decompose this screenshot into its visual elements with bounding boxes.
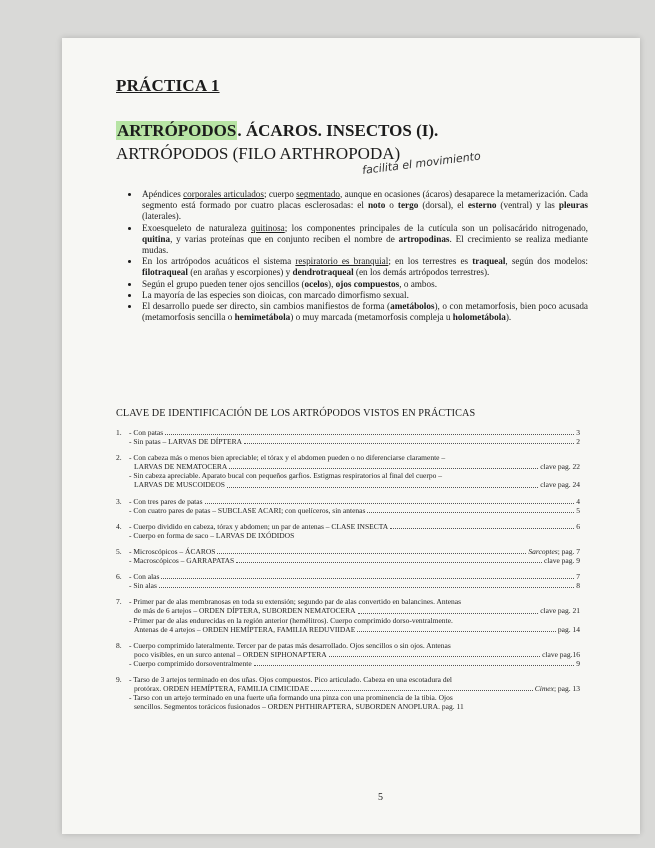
key-option: - Cuerpo comprimido dorsoventralmente 9	[129, 658, 580, 668]
identification-key	[116, 428, 580, 718]
bullet-development: • El desarrollo puede ser directo, sin cambios manifiestos de forma (ametábolos), o con metamorfosis, bien poco acusada (metamorfosis sencilla o hemimetábola) o muy marcada (metamorfosis compleja u holometábola).	[140, 301, 588, 323]
key-option: - Con cuatro pares de patas – SUBCLASE ACARI; con quelíceros, sin antenas 5	[129, 505, 580, 515]
bullet-exoskeleton: • Exoesqueleto de naturaleza quitinosa; los componentes principales de la cutícula son un polisacárido nitrogenado, quitina, y varias proteínas que en conjunto reciben el nombre de artropodinas. El crecimiento se realiza mediante mudas.	[140, 223, 588, 257]
bullet-eyes: • Según el grupo pueden tener ojos sencillos (ocelos), ojos compuestos, o ambos.	[140, 279, 588, 290]
key-option: protórax. ORDEN HEMÍPTERA, FAMILIA CIMICIDAE Cimex; pag. 13	[134, 684, 580, 694]
subheading: ARTRÓPODOS (FILO ARTHROPODA)	[116, 144, 401, 163]
key-option: poco visibles, en un surco antenal – ORDEN SIPHONAPTERA clave pag.16	[134, 649, 580, 659]
key-group-8: 8. - Cuerpo comprimido lateralmente. Tercer par de patas más desarrollado. Ojos sencillos o sin ojos. Antenas poco visibles, en un surco antenal – ORDEN SIPHONAPTERA clave pag.16 - Cuerpo comprimido dorsoventralmente 9	[116, 640, 580, 668]
key-option: LARVAS DE NEMATOCERA clave pag. 22	[134, 462, 580, 472]
bullet-respiration: • En los artrópodos acuáticos el sistema respiratorio es branquial; en los terrestres es traqueal, según dos modelos: filotraqueal (en arañas y escorpiones) y dendrotraqueal (en los demás artrópodos terrestres).	[140, 256, 588, 278]
key-option: LARVAS DE MUSCOIDEOS clave pag. 24	[134, 480, 580, 490]
key-option: - Microscópicos – ÁCAROS Sarcoptes; pag. 7	[129, 546, 580, 556]
key-group-3: 3. - Con tres pares de patas 4 - Con cuatro pares de patas – SUBCLASE ACARI; con quelíceros, sin antenas 5	[116, 496, 580, 515]
practice-title: PRÁCTICA 1	[116, 76, 220, 95]
highlighted-heading-word: ARTRÓPODOS	[117, 121, 237, 140]
key-group-5: 5. - Microscópicos – ÁCAROS Sarcoptes; pag. 7 - Macroscópicos – GARRAPATAS clave pag. 9	[116, 546, 580, 566]
heading-rest: . ÁCAROS. INSECTOS (I).	[237, 121, 439, 140]
key-group-7: 7. - Primer par de alas membranosas en toda su extensión; segundo par de alas convertido en balancines. Antenas de más de 6 artejos – ORDEN DÍPTERA, SUBORDEN NEMATOCERA clave pag. 21 - Primer par de alas endurecidas en la región anterior (hemélitros). Cuerpo comprimido dorso-ventralmente. Antenas de 4 artejos – ORDEN HEMÍPTERA, FAMILIA REDUVIIDAE pag. 14	[116, 597, 580, 634]
key-option: de más de 6 artejos – ORDEN DÍPTERA, SUBORDEN NEMATOCERA clave pag. 21	[134, 606, 580, 616]
key-option: Antenas de 4 artejos – ORDEN HEMÍPTERA, FAMILIA REDUVIIDAE pag. 14	[134, 624, 580, 634]
key-group-2: 2. - Con cabeza más o menos bien apreciable; el tórax y el abdomen pueden o no diferenciarse claramente – LARVAS DE NEMATOCERA clave pag. 22 - Sin cabeza apreciable. Aparato bucal con pequeños garfios. Estigmas respiratorios al final del cuerpo – LARVAS DE MUSCOIDEOS clave pag. 24	[116, 453, 580, 490]
bullet-appendages: • Apéndices corporales articulados; cuerpo segmentado, aunque en ocasiones (ácaros) desaparece la metamerización. Cada segmento está formado por cuatro placas esclerosadas: el noto o tergo (dorsal), el esterno (ventral) y las pleuras (laterales).	[140, 189, 588, 223]
key-option: - Sin patas – LARVAS DE DÍPTERA 2	[129, 437, 580, 447]
key-option: - Con tres pares de patas 4	[129, 496, 580, 506]
key-group-4: 4. - Cuerpo dividido en cabeza, tórax y abdomen; un par de antenas – CLASE INSECTA 6 - Cuerpo en forma de saco – LARVAS DE IXÓDIDOS	[116, 521, 580, 540]
main-heading	[116, 121, 438, 141]
characteristics-list	[126, 189, 588, 323]
page-number: 5	[378, 792, 383, 803]
key-group-1: 1. - Con patas 3 - Sin patas – LARVAS DE DÍPTERA 2	[116, 428, 580, 447]
key-title: CLAVE DE IDENTIFICACIÓN DE LOS ARTRÓPODOS VISTOS EN PRÁCTICAS	[116, 408, 476, 419]
handwritten-note: facilita el movimiento	[361, 149, 482, 177]
key-group-6: 6. - Con alas 7 - Sin alas 8	[116, 572, 580, 591]
key-option: - Macroscópicos – GARRAPATAS clave pag. 9	[129, 556, 580, 566]
key-option: - Cuerpo dividido en cabeza, tórax y abdomen; un par de antenas – CLASE INSECTA 6	[129, 521, 580, 531]
bullet-dioecious: • La mayoría de las especies son dioicas, con marcado dimorfismo sexual.	[140, 290, 588, 301]
key-option: - Con patas 3	[129, 428, 580, 437]
document-page	[62, 38, 640, 834]
key-group-9: 9. - Tarso de 3 artejos terminado en dos uñas. Ojos compuestos. Pico articulado. Cabeza en una escotadura del protórax. ORDEN HEMÍPTERA, FAMILIA CIMICIDAE Cimex; pag. 13 - Tarso con un artejo terminado en una fuerte uña formando una pinza con una prominencia de la tibia. Ojos sencillos. Segmentos torácicos fusionados – ORDEN PHTHIRAPTERA, SUBORDEN ANOPLURA. pag. 11	[116, 674, 580, 712]
key-option: - Con alas 7	[129, 572, 580, 582]
key-option: - Sin alas 8	[129, 581, 580, 591]
